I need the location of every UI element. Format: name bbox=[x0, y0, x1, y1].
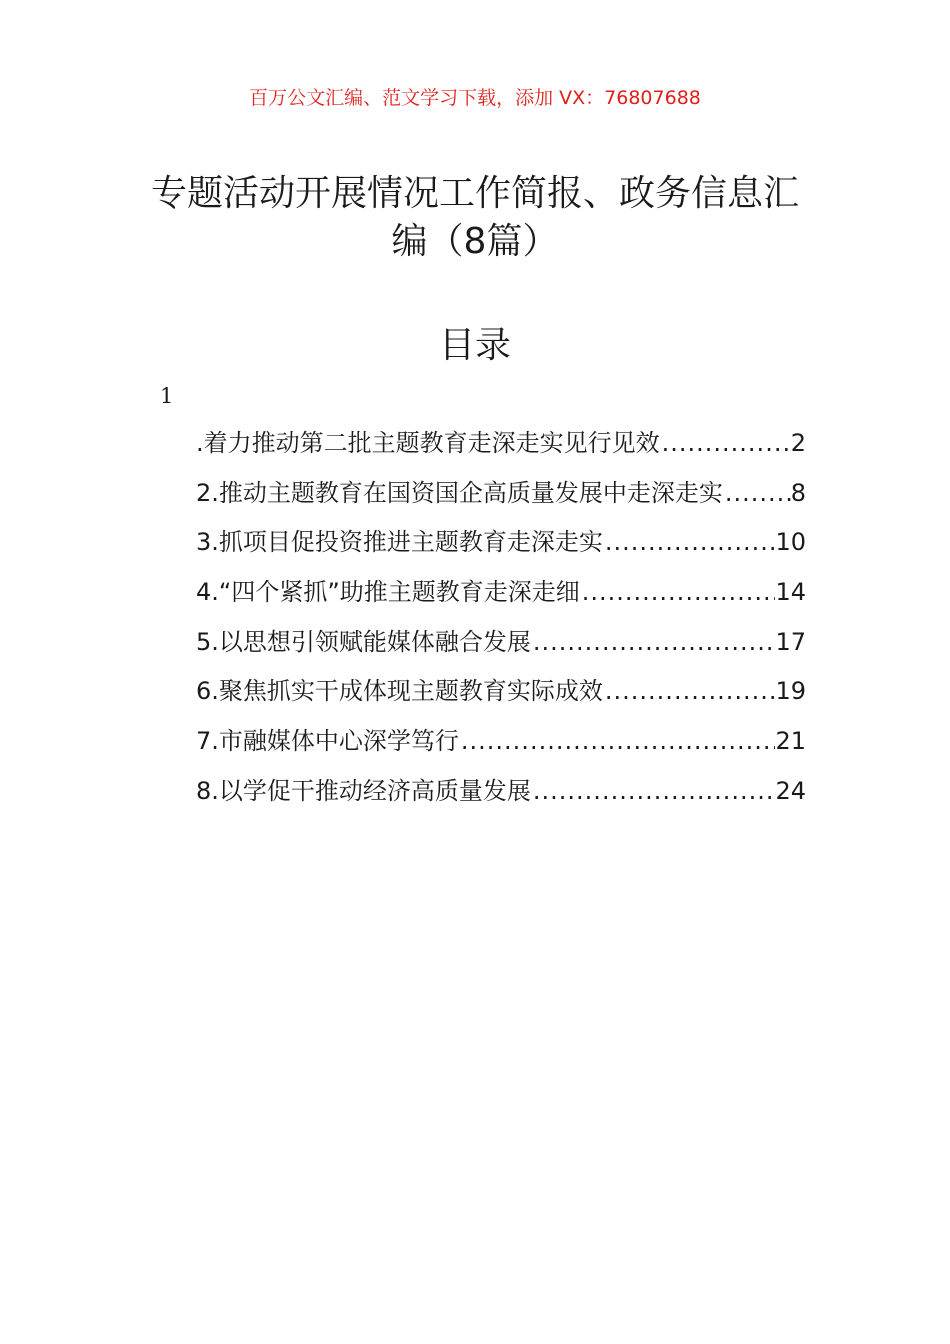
stray-number: 1 bbox=[160, 384, 174, 408]
toc-item-title: 5.以思想引领赋能媒体融合发展 bbox=[196, 627, 531, 656]
toc-item-page: 24 bbox=[775, 776, 806, 805]
toc-dot-leader bbox=[531, 771, 776, 811]
toc-dot-leader bbox=[459, 721, 776, 761]
toc-item-page: 17 bbox=[775, 627, 806, 656]
document-title: 专题活动开展情况工作简报、政务信息汇编（8篇） bbox=[150, 173, 799, 262]
toc-item-title: 8.以学促干推动经济高质量发展 bbox=[196, 776, 531, 805]
toc-item-title: .着力推动第二批主题教育走深走实见行见效 bbox=[196, 429, 660, 457]
toc-item-page: 21 bbox=[775, 727, 806, 756]
toc-dot-leader bbox=[603, 671, 776, 711]
toc-dot-leader bbox=[531, 622, 776, 662]
toc-item-title: 6.聚焦抓实干成体现主题教育实际成效 bbox=[196, 677, 603, 706]
toc-heading: 目录 bbox=[438, 325, 511, 366]
toc-dot-leader bbox=[580, 572, 776, 612]
header-note: 百万公文汇编、范文学习下载，添加 VX：76807688 bbox=[249, 87, 701, 109]
toc-item[interactable] bbox=[196, 771, 806, 821]
toc-item[interactable] bbox=[196, 522, 806, 572]
toc-list bbox=[196, 423, 806, 821]
toc-item[interactable] bbox=[196, 622, 806, 672]
toc-dot-leader bbox=[603, 522, 776, 562]
toc-item-page: 2 bbox=[790, 429, 806, 457]
toc-item-title: 7.市融媒体中心深学笃行 bbox=[196, 727, 459, 756]
toc-item[interactable] bbox=[196, 721, 806, 771]
toc-item[interactable] bbox=[196, 423, 806, 473]
toc-item-title: 3.抓项目促投资推进主题教育走深走实 bbox=[196, 528, 603, 557]
toc-item[interactable] bbox=[196, 671, 806, 721]
toc-dot-leader bbox=[660, 423, 791, 463]
toc-item-page: 14 bbox=[775, 578, 806, 607]
toc-item[interactable] bbox=[196, 473, 806, 523]
toc-item[interactable] bbox=[196, 572, 806, 622]
toc-item-page: 10 bbox=[775, 528, 806, 557]
toc-item-title: 4.“四个紧抓”助推主题教育走深走细 bbox=[196, 578, 580, 607]
toc-dot-leader bbox=[723, 473, 791, 513]
toc-item-page: 19 bbox=[775, 677, 806, 706]
toc-item-title: 2.推动主题教育在国资国企高质量发展中走深走实 bbox=[196, 478, 723, 507]
toc-item-page: 8 bbox=[790, 478, 806, 507]
